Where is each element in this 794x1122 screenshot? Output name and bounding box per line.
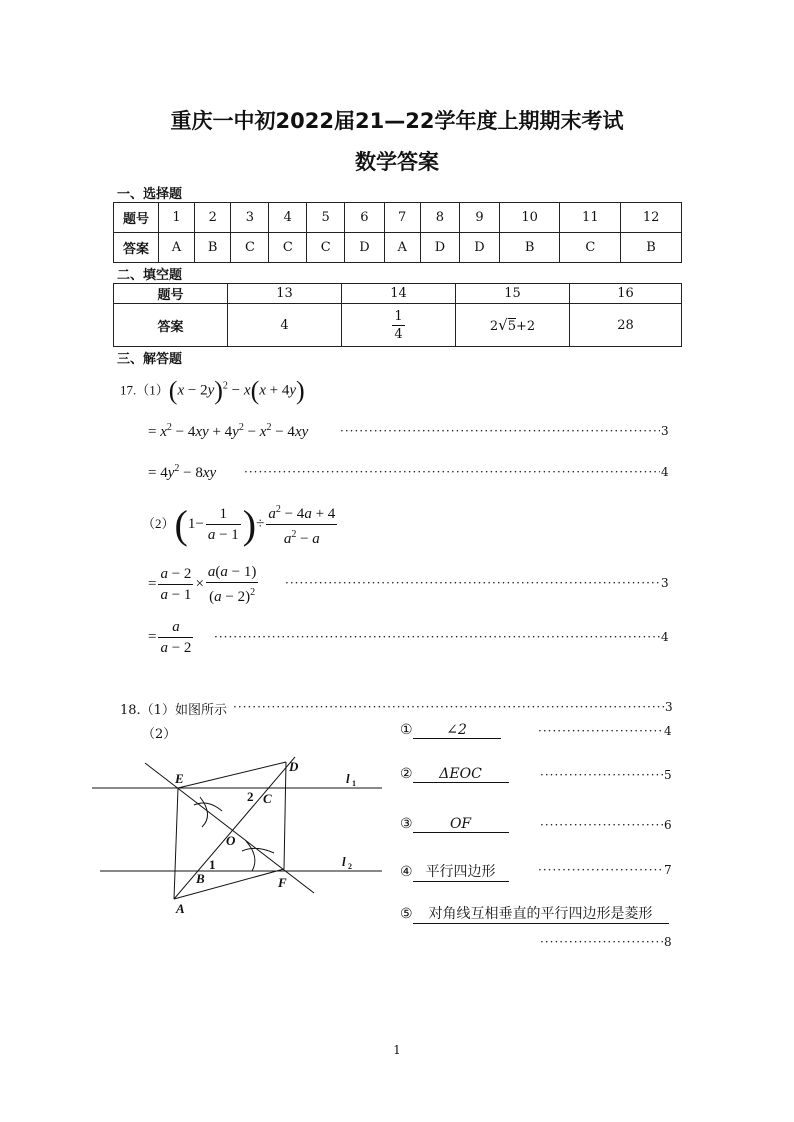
- section-solve-heading: 三、解答题: [117, 352, 183, 367]
- dotted-leader: [540, 935, 664, 949]
- answer-blank: OF: [413, 816, 509, 833]
- question-number: 1: [159, 203, 195, 233]
- q17-part2-label: （2）: [142, 515, 175, 531]
- page-subtitle: 数学答案: [355, 150, 439, 174]
- question-number: 16: [570, 284, 682, 304]
- fill-answer-table: [113, 283, 682, 347]
- dotted-leader: [538, 724, 664, 738]
- dotted-leader: [540, 768, 664, 782]
- score-mark: 4: [661, 465, 669, 479]
- q17-part2-expression: （2）(1− $\frac{1}{a - 1}$ )÷ $\frac{a^2 - 4a + 4}{a^2 - a}$: [142, 502, 336, 547]
- answer-cell: 2√5+2: [456, 304, 570, 347]
- q18-part1-label: 18.（1）如图所示: [120, 703, 227, 718]
- q18-answer-3: [400, 816, 509, 833]
- table-row: [114, 233, 682, 263]
- answer-blank: ∠2: [413, 722, 501, 739]
- answer-cell: D: [345, 233, 385, 263]
- question-number: 3: [231, 203, 269, 233]
- q17-step4: = $\frac{a}{a - 2}$: [148, 619, 192, 656]
- label-l2: l: [342, 854, 346, 869]
- row-label-answer: 答案: [114, 233, 159, 263]
- geometry-figure: [90, 745, 390, 920]
- question-number: 12: [621, 203, 682, 233]
- row-label-answer: 答案: [114, 304, 228, 347]
- q17-step1: = $x^2 - 4xy + 4y^2 - x^2 - 4xy$: [148, 422, 309, 440]
- score-mark: 4: [664, 724, 672, 738]
- answer-blank: ΔEOC: [413, 766, 509, 783]
- construction-arc: [242, 848, 274, 853]
- segment-af: [174, 869, 284, 899]
- radical-tail: +2: [515, 319, 536, 334]
- table-row: [114, 203, 682, 233]
- label-l1: l: [346, 771, 350, 786]
- question-number: 10: [499, 203, 560, 233]
- answer-index: ⑤: [400, 906, 413, 922]
- label-d: D: [289, 759, 299, 774]
- answer-cell: B: [194, 233, 231, 263]
- label-c: C: [263, 791, 272, 806]
- segment-ed: [178, 762, 286, 788]
- question-number: 9: [460, 203, 500, 233]
- answer-index: ④: [400, 864, 413, 880]
- question-number: 6: [345, 203, 385, 233]
- construction-arc: [246, 841, 255, 871]
- q18-answer-2: [400, 766, 509, 783]
- q17-part1-expression: $17.(1)(x - 2y)^2 - x(x + 4y)$: [120, 376, 305, 405]
- dotted-leader: [538, 863, 664, 877]
- answer-cell: D: [460, 233, 500, 263]
- label-l1-subscript: 1: [352, 779, 356, 788]
- question-number: 2: [194, 203, 231, 233]
- answer-cell: D: [420, 233, 460, 263]
- score-mark: 8: [664, 935, 672, 949]
- line-ef: [145, 763, 314, 893]
- answer-cell: 28: [570, 304, 682, 347]
- question-number: 4: [269, 203, 307, 233]
- question-number: 5: [307, 203, 345, 233]
- q18-answer-5: [400, 903, 669, 924]
- q17-step3: = $\frac{a - 2}{a - 1}$ × $\frac{a(a - 1)}{(a - 2)^2}$: [148, 564, 257, 605]
- label-b: B: [196, 871, 205, 886]
- question-number: 13: [228, 284, 342, 304]
- answer-index: ③: [400, 816, 413, 832]
- answer-cell: C: [231, 233, 269, 263]
- fraction-numerator: 1: [394, 308, 403, 324]
- question-number: 8: [420, 203, 460, 233]
- answer-cell: C: [269, 233, 307, 263]
- q18-answer-4: [400, 861, 509, 882]
- label-angle-1: 1: [209, 857, 216, 872]
- score-mark: 4: [661, 630, 669, 644]
- section-choice-heading: 一、选择题: [117, 187, 183, 202]
- dotted-leader: [540, 818, 664, 832]
- answer-index: ①: [400, 722, 413, 738]
- question-number: 11: [560, 203, 621, 233]
- line-ad: [174, 757, 295, 899]
- dotted-leader: [340, 424, 660, 438]
- question-number: 7: [384, 203, 420, 233]
- label-l2-subscript: 2: [348, 862, 352, 871]
- answer-index: ②: [400, 766, 413, 782]
- dotted-leader: [244, 465, 660, 479]
- answer-cell: B: [499, 233, 560, 263]
- radicand: 5: [507, 319, 516, 334]
- answer-cell: C: [560, 233, 621, 263]
- answer-cell: A: [384, 233, 420, 263]
- q18-answer-1: [400, 722, 501, 739]
- label-f: F: [278, 875, 287, 890]
- row-label-number: 题号: [114, 203, 159, 233]
- score-mark: 6: [664, 818, 672, 832]
- segment-ea: [174, 788, 178, 899]
- page-number: 1: [393, 1043, 401, 1057]
- score-mark: 3: [665, 700, 673, 714]
- table-row: [114, 304, 682, 347]
- row-label-number: 题号: [114, 284, 228, 304]
- answer-cell: 4: [228, 304, 342, 347]
- table-row: [114, 284, 682, 304]
- segment-df: [284, 762, 286, 869]
- score-mark: 5: [664, 768, 672, 782]
- dotted-leader: [233, 700, 665, 714]
- dotted-leader: [214, 630, 660, 644]
- score-mark: 3: [661, 576, 669, 590]
- page-title: 重庆一中初2022届21—22学年度上期期末考试: [170, 109, 624, 133]
- question-number: 15: [456, 284, 570, 304]
- question-number: 14: [342, 284, 456, 304]
- fraction-denominator: 4: [394, 326, 403, 342]
- q17-step2: = $4y^2 - 8xy$: [148, 463, 217, 481]
- label-o: O: [226, 833, 236, 848]
- q18-part2-label: （2）: [142, 727, 177, 742]
- answer-cell: C: [307, 233, 345, 263]
- answer-blank: 平行四边形: [413, 861, 509, 882]
- radical-coefficient: 2: [489, 319, 499, 334]
- q17-label: 17.（1）: [120, 382, 169, 398]
- answer-cell: A: [159, 233, 195, 263]
- choice-answer-table: [113, 202, 682, 263]
- score-mark: 7: [664, 863, 672, 877]
- label-e: E: [175, 771, 184, 786]
- answer-cell: B: [621, 233, 682, 263]
- label-angle-2: 2: [247, 789, 254, 804]
- label-a: A: [176, 901, 185, 916]
- answer-blank: 对角线互相垂直的平行四边形是菱形: [413, 903, 669, 924]
- construction-arc: [200, 797, 208, 827]
- answer-cell: [342, 304, 456, 347]
- section-fill-heading: 二、填空题: [117, 268, 183, 283]
- score-mark: 3: [661, 424, 669, 438]
- dotted-leader: [285, 576, 660, 590]
